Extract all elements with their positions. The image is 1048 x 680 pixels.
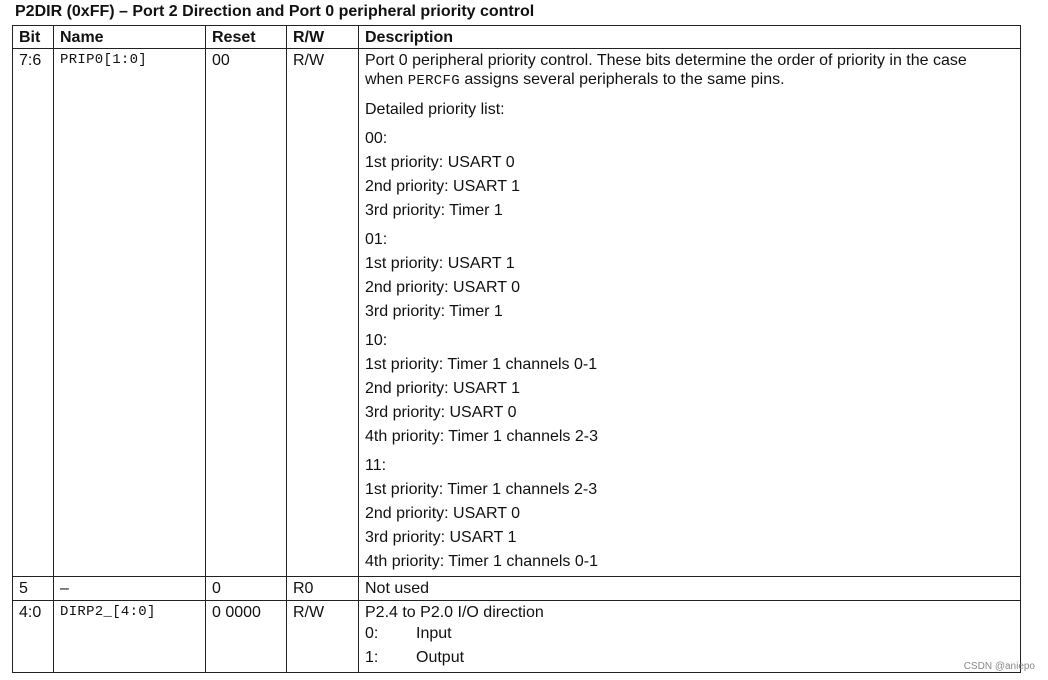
priority-item: 1st priority: USART 1 bbox=[365, 255, 515, 272]
watermark: CSDN @aniepo bbox=[963, 661, 1035, 672]
register-table bbox=[12, 25, 1021, 673]
cell-reset: 0 bbox=[206, 577, 287, 601]
priority-item: 1st priority: Timer 1 channels 2-3 bbox=[365, 481, 598, 498]
desc-line-2-rest: assigns several peripherals to the same pins. bbox=[464, 71, 785, 88]
priority-item: 2nd priority: USART 0 bbox=[365, 505, 521, 522]
header-bit: Bit bbox=[13, 26, 54, 49]
option-row bbox=[365, 622, 1014, 646]
detailed-label: Detailed priority list: bbox=[365, 101, 505, 118]
cell-rw: R/W bbox=[287, 49, 359, 577]
priority-code: 00: bbox=[365, 130, 388, 147]
priority-item: 3rd priority: Timer 1 bbox=[365, 303, 503, 320]
header-row bbox=[13, 26, 1021, 49]
cell-rw: R0 bbox=[287, 577, 359, 601]
desc-when: when bbox=[365, 71, 404, 88]
priority-item: 4th priority: Timer 1 channels 2-3 bbox=[365, 428, 598, 445]
option-value: Output bbox=[416, 649, 465, 666]
priority-group bbox=[365, 454, 1014, 574]
desc-line-1: Port 0 peripheral priority control. These bits determine the order of priority in the case bbox=[365, 52, 967, 69]
table-row bbox=[13, 601, 1021, 673]
cell-bit: 7:6 bbox=[13, 49, 54, 577]
cell-bit: 4:0 bbox=[13, 601, 54, 673]
cell-description bbox=[359, 601, 1021, 673]
priority-item: 2nd priority: USART 1 bbox=[365, 380, 521, 397]
option-row bbox=[365, 646, 1014, 670]
table-row bbox=[13, 49, 1021, 577]
priority-item: 1st priority: USART 0 bbox=[365, 154, 515, 171]
priority-group bbox=[365, 228, 1014, 324]
priority-item: 3rd priority: USART 0 bbox=[365, 404, 517, 421]
cell-reset: 0 0000 bbox=[206, 601, 287, 673]
priority-groups bbox=[365, 127, 1014, 574]
priority-code: 10: bbox=[365, 332, 388, 349]
priority-item: 2nd priority: USART 1 bbox=[365, 178, 521, 195]
cell-name: – bbox=[54, 577, 206, 601]
priority-item: 4th priority: Timer 1 channels 0-1 bbox=[365, 553, 598, 570]
header-reset: Reset bbox=[206, 26, 287, 49]
option-key: 0: bbox=[365, 625, 379, 642]
priority-item: 2nd priority: USART 0 bbox=[365, 279, 521, 296]
header-name: Name bbox=[54, 26, 206, 49]
priority-group bbox=[365, 329, 1014, 449]
option-value: Input bbox=[416, 625, 452, 642]
header-rw: R/W bbox=[287, 26, 359, 49]
priority-item: 3rd priority: USART 1 bbox=[365, 529, 517, 546]
cell-description: Not used bbox=[359, 577, 1021, 601]
cell-bit: 5 bbox=[13, 577, 54, 601]
dir-description: P2.4 to P2.0 I/O direction bbox=[365, 604, 544, 621]
percfg-register: PERCFG bbox=[407, 73, 460, 89]
option-key: 1: bbox=[365, 649, 379, 666]
priority-code: 01: bbox=[365, 231, 388, 248]
priority-code: 11: bbox=[365, 457, 387, 474]
cell-reset: 00 bbox=[206, 49, 287, 577]
header-description: Description bbox=[359, 26, 1021, 49]
cell-rw: R/W bbox=[287, 601, 359, 673]
table-row bbox=[13, 577, 1021, 601]
priority-group bbox=[365, 127, 1014, 223]
priority-item: 3rd priority: Timer 1 bbox=[365, 202, 503, 219]
cell-description bbox=[359, 49, 1021, 577]
priority-item: 1st priority: Timer 1 channels 0-1 bbox=[365, 356, 598, 373]
cell-name: PRIP0[1:0] bbox=[54, 49, 206, 577]
table-title: P2DIR (0xFF) – Port 2 Direction and Port 0 peripheral priority control bbox=[15, 3, 535, 20]
desc-line-2 bbox=[365, 70, 1014, 91]
cell-name: DIRP2_[4:0] bbox=[54, 601, 206, 673]
